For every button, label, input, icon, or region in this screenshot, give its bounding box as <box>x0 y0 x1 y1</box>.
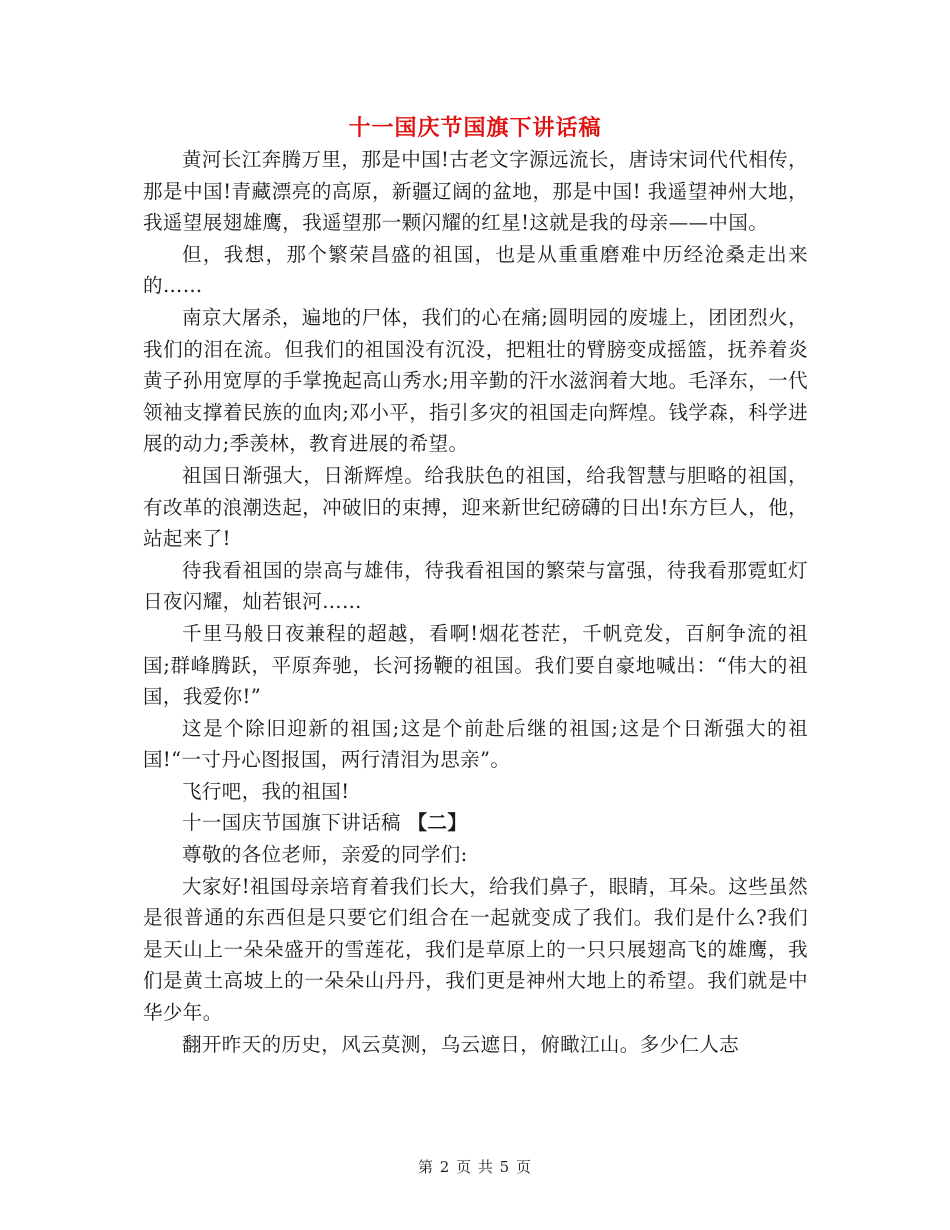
section-heading-text: 十一国庆节国旗下讲话稿 <box>182 811 401 835</box>
paragraph: 南京大屠杀，遍地的尸体，我们的心在痛;圆明园的废墟上，团团烈火，我们的泪在流。但我们的祖国没有沉没，把粗壮的臂膀变成摇篮，抚养着炎黄子孙用宽厚的手掌挽起高山秀水;用辛勤的汗水滋润着大地。毛泽东，一代领袖支撑着民族的血肉;邓小平，指引多灾的祖国走向辉煌。钱学森，科学进展的动力;季羡林，教育进展的希望。 <box>143 305 808 456</box>
paragraph: 这是个除旧迎新的祖国;这是个前赴后继的祖国;这是个日渐强大的祖国!“一寸丹心图报国，两行清泪为思亲”。 <box>143 716 808 772</box>
paragraph: 千里马般日夜兼程的超越，看啊!烟花苍茫，千帆竞发，百舸争流的祖国;群峰腾跃，平原奔驰，长河扬鞭的祖国。我们要自豪地喊出：“伟大的祖国，我爱你!” <box>143 621 808 709</box>
paragraph: 翻开昨天的历史，风云莫测，乌云遮日，俯瞰江山。多少仁人志 <box>182 1032 740 1056</box>
page-title: 十一国庆节国旗下讲话稿 <box>348 116 602 141</box>
section-heading-suffix: 【二】 <box>407 811 468 835</box>
page-footer: 第 2 页 共 5 页 <box>418 1158 532 1176</box>
document-body <box>143 144 808 1060</box>
paragraph: 大家好!祖国母亲培育着我们长大，给我们鼻子，眼睛，耳朵。这些虽然是很普通的东西但是只要它们组合在一起就变成了我们。我们是什么?我们是天山上一朵朵盛开的雪莲花，我们是草原上的一只只展翅高飞的雄鹰，我们是黄土高坡上的一朵朵山丹丹，我们更是神州大地上的希望。我们就是中华少年。 <box>143 874 808 1025</box>
paragraph: 尊敬的各位老师，亲爱的同学们: <box>182 843 468 867</box>
paragraph: 但，我想，那个繁荣昌盛的祖国，也是从重重磨难中历经沧桑走出来的…… <box>143 242 808 298</box>
paragraph: 祖国日渐强大，日渐辉煌。给我肤色的祖国，给我智慧与胆略的祖国，有改革的浪潮迭起，冲破旧的束搏，迎来新世纪磅礴的日出!东方巨人，他，站起来了! <box>143 463 808 551</box>
paragraph: 黄河长江奔腾万里，那是中国!古老文字源远流长，唐诗宋词代代相传，那是中国!青藏漂亮的高原，新疆辽阔的盆地，那是中国! 我遥望神州大地，我遥望展翅雄鹰，我遥望那一颗闪耀的红星!这就是我的母亲——中国。 <box>143 148 808 235</box>
section-heading <box>143 807 808 839</box>
paragraph: 待我看祖国的崇高与雄伟，待我看祖国的繁荣与富强，待我看那霓虹灯日夜闪耀，灿若银河…… <box>143 558 808 614</box>
paragraph: 飞行吧，我的祖国! <box>182 779 350 803</box>
